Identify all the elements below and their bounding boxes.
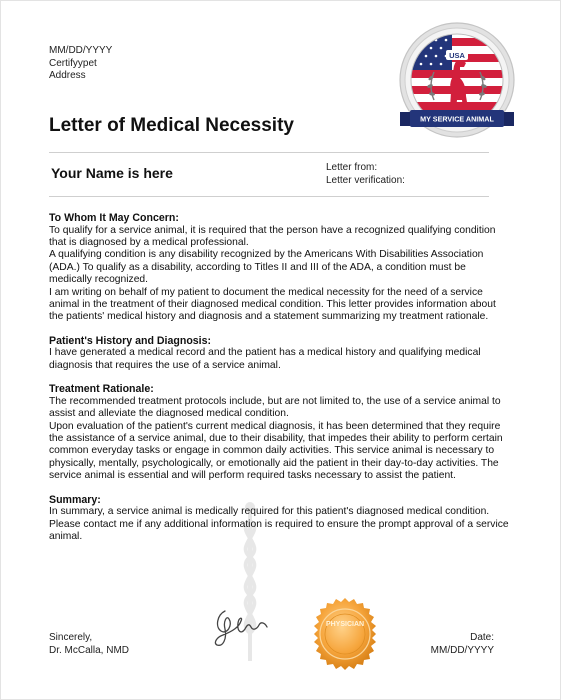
sender-block: [49, 45, 112, 83]
divider-bottom: [49, 196, 489, 197]
stamp-text: PHYSICIAN: [325, 621, 365, 628]
section-paragraph: I have generated a medical record and the patient has a medical history and qualifying medical diagnosis that requires the use of a service animal.: [49, 347, 481, 371]
section-heading: Patient's History and Diagnosis:: [49, 334, 212, 347]
date-value: MM/DD/YYYY: [430, 644, 494, 656]
section-paragraph: The recommended treatment protocols include, but are not limited to, the use of a service animal to assist and alleviate the diagnosed medical condition.: [49, 395, 501, 420]
seal-banner: MY SERVICE ANIMAL: [420, 114, 494, 124]
header-company: Certifyypet: [49, 57, 97, 69]
seal-country: USA: [449, 51, 465, 60]
letter-section: [49, 494, 511, 544]
letter-section: [49, 383, 511, 482]
section-paragraph: In summary, a service animal is medically required for this patient's diagnosed medical condition. Please contact me if any additional information is required to ensure the prompt approval of a service animal.: [49, 506, 509, 543]
letter-body: [49, 212, 511, 555]
letter-title: Letter of Medical Necessity: [49, 115, 294, 136]
date-block: [431, 632, 494, 657]
physician-stamp-icon: [308, 597, 382, 671]
closing-text: Sincerely,: [49, 632, 93, 643]
section-heading: Treatment Rationale:: [49, 383, 154, 396]
section-paragraph: I am writing on behalf of my patient to document the medical necessity for the need of a service animal in the treatment of their diagnosed medical condition. This letter provides information about the patients' medical history and diagnosis and a statement summarizing my treatment rationale.: [49, 286, 496, 323]
letter-meta: [326, 162, 405, 187]
header-date: MM/DD/YYYY: [49, 45, 113, 56]
doctor-name: Dr. McCalla, NMD: [49, 644, 130, 656]
section-paragraph: A qualifying condition is any disability recognized by the Americans With Disabilities Association (ADA.) To qualify as a disability, according to Titles II and III of the ADA, a condition must be medically recognized.: [49, 249, 484, 286]
letter-section: [49, 212, 511, 324]
section-heading: To Whom It May Concern:: [49, 212, 179, 224]
divider-top: [49, 152, 489, 153]
section-paragraph: To qualify for a service animal, it is required that the person have a recognized qualifying condition that is diagnosed by a medical professional.: [49, 224, 496, 248]
recipient-name: Your Name is here: [51, 165, 173, 181]
header-address: Address: [49, 70, 86, 81]
date-label: Date:: [470, 632, 494, 643]
section-heading: Summary:: [49, 493, 101, 506]
letter-verification-label: Letter verification:: [326, 174, 405, 186]
section-paragraph: Upon evaluation of the patient's current medical diagnosis, it has been determined that they require the assistance of a service animal, due to their disability, that impedes their ability to perform certain common everyday tasks or engage in common daily activities. This service animal is necessary to physically, mentally, psychologically, or emotionally aid the patient in their day-to-day activities. The service animal is essential and will perform required tasks necessary to assist the patient.: [49, 420, 503, 482]
handwritten-signature-icon: [211, 605, 275, 651]
signoff-block: [49, 632, 129, 657]
letter-section: [49, 335, 511, 372]
service-animal-seal-icon: [394, 20, 520, 146]
letter-from-label: Letter from:: [326, 162, 378, 173]
